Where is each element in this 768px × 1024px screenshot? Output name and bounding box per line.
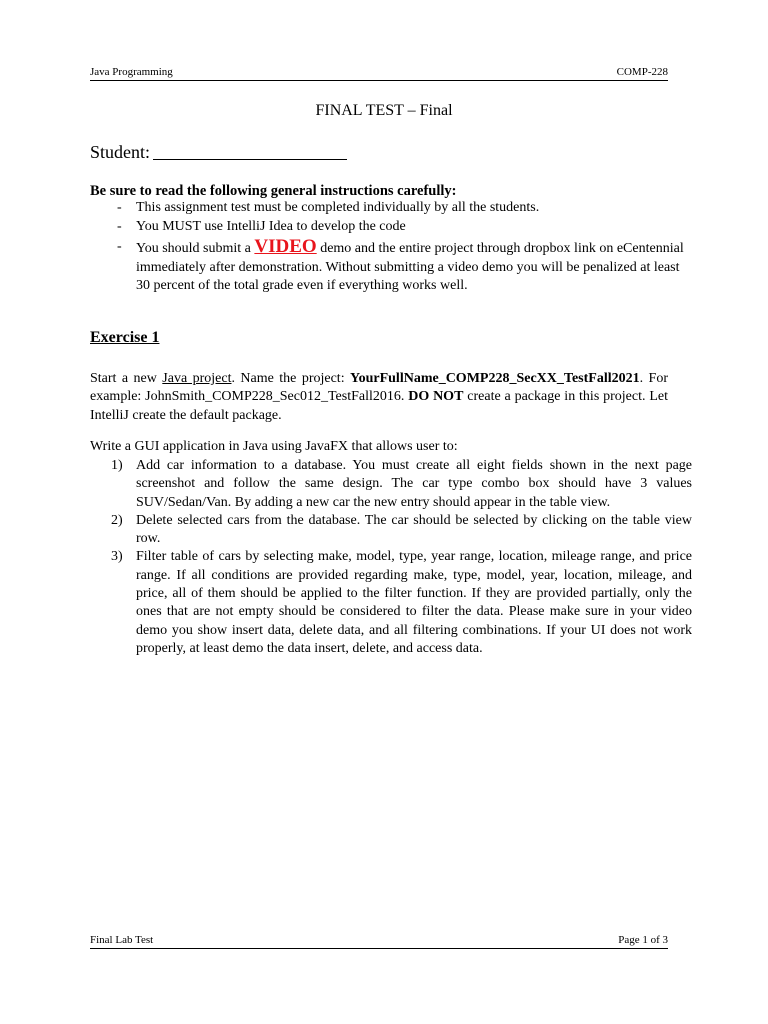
instruction-item (117, 218, 692, 237)
header-code: COMP-228 (616, 66, 668, 78)
do-not-emphasis: DO NOT (408, 389, 464, 405)
instruction-text-before: You should submit a (136, 241, 255, 256)
exercise-intro-paragraph (90, 370, 668, 425)
task-steps-list (111, 457, 692, 658)
instruction-item-video (117, 238, 692, 296)
page-footer (90, 934, 668, 949)
bullet-dash: - (117, 200, 122, 215)
step-number: 1) (111, 458, 123, 473)
header-course: Java Programming (90, 66, 173, 78)
step-text: Delete selected cars from the database. The car should be selected by clicking on the table view row. (136, 512, 692, 547)
step-text: Add car information to a database. You must create all eight fields shown in the next page screenshot and follow the same design. The car type combo box should have 3 values SUV/Sedan/Van. By adding a new car the new entry should appear in the table view. (136, 458, 692, 510)
page-title: FINAL TEST – Final (315, 102, 453, 119)
instructions-heading: Be sure to read the following general instructions carefully: (90, 183, 457, 199)
step-number: 2) (111, 512, 123, 528)
bullet-dash: - (117, 218, 122, 234)
page-number: Page 1 of 3 (618, 934, 668, 946)
step-text: Filter table of cars by selecting make, model, type, year range, location, mileage range, and price range. If all conditions are provided regarding make, type, model, year, location, mileage, and price, all of them should be applied to the filter function. If they are provided partially, only the ones that are not empty should be considered to filter the data. Please make sure in your video demo you show insert data, delete data, and all filtering combinations. If your UI does not work properly, at least demo the data insert, delete, and access data. (136, 549, 692, 656)
exercise-heading: Exercise 1 (90, 329, 160, 346)
step-number: 3) (111, 549, 123, 565)
task-step (111, 457, 692, 512)
student-label: Student: (90, 142, 151, 162)
student-line (90, 141, 347, 163)
p1-text-a: Start a new (90, 371, 163, 386)
instruction-item (117, 199, 692, 218)
bullet-dash: - (117, 239, 122, 254)
instructions-list (117, 199, 692, 296)
instruction-text-after: demo and the entire project through dropbox link on eCentennial immediately after demonstration. Without submitting a video demo you will be penalized at least 30 percent of the total grade even if everything works well. (136, 241, 684, 293)
p1-text-c: . For example: JohnSmith_COMP228_Sec012_TestFall2016. (90, 371, 668, 405)
p1-text-b: . Name the project: (231, 371, 351, 386)
exercise-task-paragraph: Write a GUI application in Java using JavaFX that allows user to: (90, 439, 458, 454)
instruction-text: This assignment test must be completed individually by all the students. (136, 200, 540, 215)
footer-label: Final Lab Test (90, 934, 154, 946)
task-step (111, 548, 692, 658)
page-header (90, 66, 668, 81)
project-name: YourFullName_COMP228_SecXX_TestFall2021 (350, 371, 640, 386)
student-name-blank (153, 143, 347, 160)
instruction-text: You MUST use IntelliJ Idea to develop the code (136, 218, 406, 234)
p1-text-d: create a package in this project. Let IntelliJ create the default package. (90, 389, 669, 423)
java-project-term: Java project (162, 371, 232, 386)
task-step (111, 512, 692, 549)
video-highlight: VIDEO (254, 236, 317, 257)
